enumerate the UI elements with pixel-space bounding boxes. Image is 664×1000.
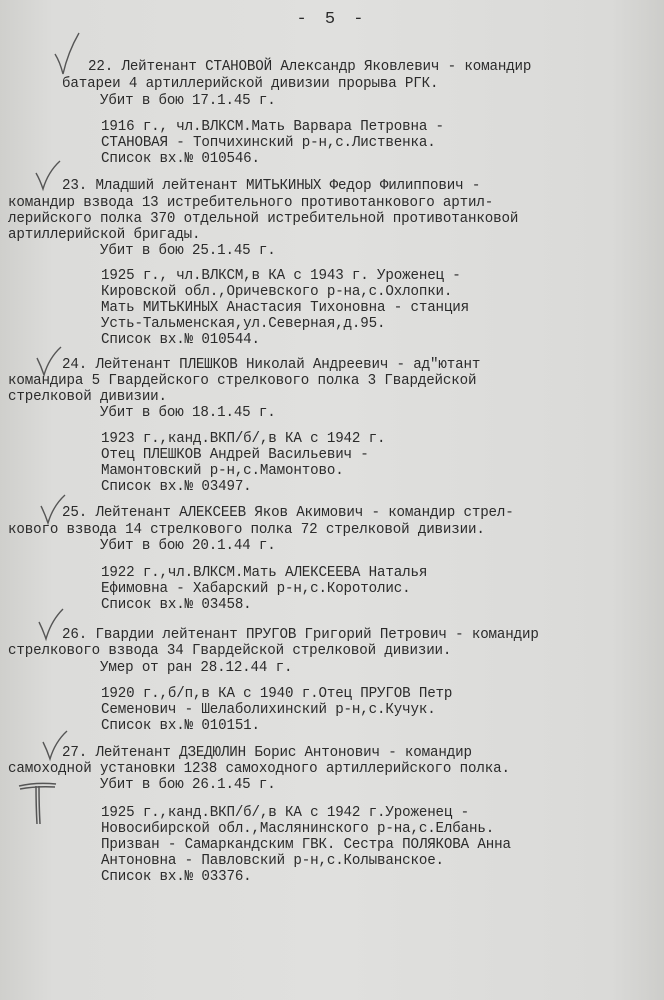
info-line: СТАНОВАЯ - Топчихинский р-н,с.Лиственка. bbox=[101, 134, 436, 152]
death-line: Убит в бою 26.1.45 г. bbox=[100, 776, 276, 794]
info-line: Список вх.№ 03376. bbox=[101, 868, 252, 886]
info-line: 1916 г., чл.ВЛКСМ.Мать Варвара Петровна - bbox=[101, 118, 444, 136]
info-line: Список вх.№ 03497. bbox=[101, 478, 252, 496]
entry-line: 25. Лейтенант АЛЕКСЕЕВ Яков Акимович - командир стрел- bbox=[62, 504, 514, 522]
entry-line: самоходной установки 1238 самоходного артиллерийского полка. bbox=[8, 760, 510, 778]
info-line: 1920 г.,б/п,в КА с 1940 г.Отец ПРУГОВ Петр bbox=[101, 685, 453, 703]
entry-line: стрелкового взвода 34 Гвардейской стрелковой дивизии. bbox=[8, 642, 452, 660]
info-line: Кировской обл.,Оричевского р-на,с.Охлопки. bbox=[101, 283, 453, 301]
t-mark-icon bbox=[14, 778, 60, 826]
entry-line: командир взвода 13 истребительного противотанкового артил- bbox=[8, 194, 494, 212]
entry-line: 24. Лейтенант ПЛЕШКОВ Николай Андреевич - ад"ютант bbox=[62, 356, 481, 374]
entry-line: стрелковой дивизии. bbox=[8, 388, 167, 406]
info-line: Антоновна - Павловский р-н,с.Колыванское. bbox=[101, 852, 444, 870]
entry-line: 26. Гвардии лейтенант ПРУГОВ Григорий Петрович - командир bbox=[62, 626, 539, 644]
info-line: Призван - Самаркандским ГВК. Сестра ПОЛЯКОВА Анна bbox=[101, 836, 511, 854]
info-line: 1925 г., чл.ВЛКСМ,в КА с 1943 г. Уроженец - bbox=[101, 267, 461, 285]
entry-line: командира 5 Гвардейского стрелкового полка 3 Гвардейской bbox=[8, 372, 477, 390]
info-line: Семенович - Шелаболихинский р-н,с.Кучук. bbox=[101, 701, 436, 719]
entry-line: батареи 4 артиллерийской дивизии прорыва РГК. bbox=[62, 75, 439, 93]
info-line: Список вх.№ 010151. bbox=[101, 717, 260, 735]
death-line: Убит в бою 25.1.45 г. bbox=[100, 242, 276, 260]
death-line: Убит в бою 17.1.45 г. bbox=[100, 92, 276, 110]
entry-line: кового взвода 14 стрелкового полка 72 стрелковой дивизии. bbox=[8, 521, 485, 539]
death-line: Умер от ран 28.12.44 г. bbox=[100, 659, 293, 677]
info-line: 1925 г.,канд.ВКП/б/,в КА с 1942 г.Уроженец - bbox=[101, 804, 470, 822]
info-line: Список вх.№ 010546. bbox=[101, 150, 260, 168]
info-line: Мать МИТЬКИНЫХ Анастасия Тихоновна - станция bbox=[101, 299, 470, 317]
info-line: Усть-Тальменская,ул.Северная,д.95. bbox=[101, 315, 386, 333]
death-line: Убит в бою 18.1.45 г. bbox=[100, 404, 276, 422]
checkmark-icon-23 bbox=[33, 158, 63, 192]
info-line: Список вх.№ 03458. bbox=[101, 596, 252, 614]
info-line: 1923 г.,канд.ВКП/б/,в КА с 1942 г. bbox=[101, 430, 386, 448]
info-line: Отец ПЛЕШКОВ Андрей Васильевич - bbox=[101, 446, 369, 464]
info-line: Ефимовна - Хабарский р-н,с.Коротолис. bbox=[101, 580, 411, 598]
entry-line: 22. Лейтенант СТАНОВОЙ Александр Яковлевич - командир bbox=[88, 58, 532, 76]
info-line: Список вх.№ 010544. bbox=[101, 331, 260, 349]
entry-line: лерийского полка 370 отдельной истребительной противотанковой bbox=[8, 210, 519, 228]
entry-line: артиллерийской бригады. bbox=[8, 226, 201, 244]
death-line: Убит в бою 20.1.44 г. bbox=[100, 537, 276, 555]
entry-line: 27. Лейтенант ДЗЕДЮЛИН Борис Антонович - командир bbox=[62, 744, 472, 762]
info-line: Новосибирской обл.,Маслянинского р-на,с.Елбань. bbox=[101, 820, 495, 838]
info-line: 1922 г.,чл.ВЛКСМ.Мать АЛЕКСЕЕВА Наталья bbox=[101, 564, 428, 582]
page-number: - 5 - bbox=[296, 10, 368, 29]
info-line: Мамонтовский р-н,с.Мамонтово. bbox=[101, 462, 344, 480]
entry-line: 23. Младший лейтенант МИТЬКИНЫХ Федор Филиппович - bbox=[62, 177, 481, 195]
checkmark-icon-22 bbox=[52, 30, 82, 78]
